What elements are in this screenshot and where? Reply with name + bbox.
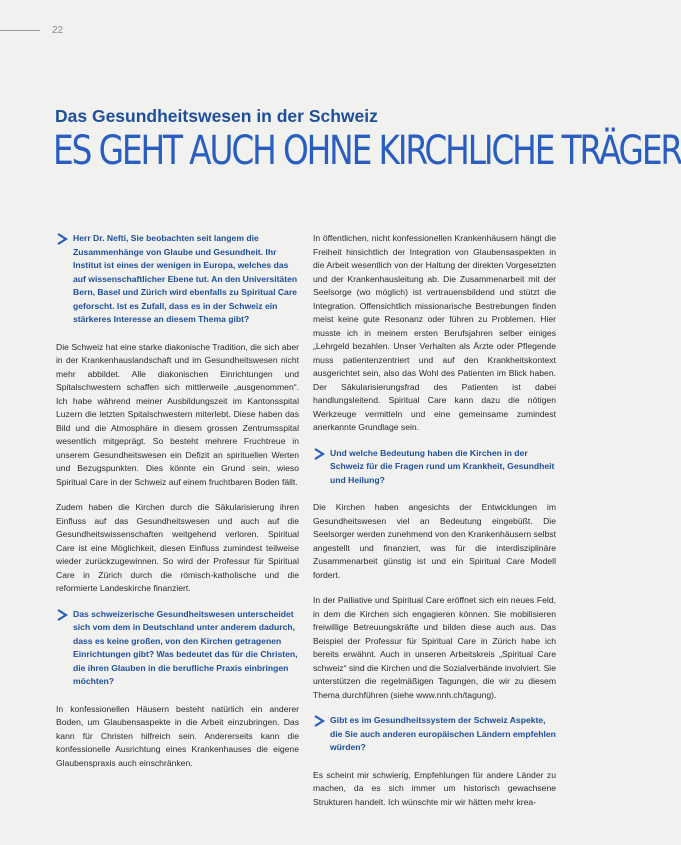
page-number: 22 [52,25,64,36]
paragraph: Die Kirchen haben angesichts der Entwicklungen im Gesundheitswesen viel an Bedeutung eingebüßt. Die Seelsorger werden zunehmend von den Krankenhäusern selbst angestellt und finanziert, was für die interdisziplinäre Zusammenarbeit günstig ist und ein Spiritual Care Modell fordert. [313,502,556,580]
question-text: Und welche Bedeutung haben die Kirchen in der Schweiz für die Fragen rund um Krankheit, Gesundheit und Heilung? [330,447,555,485]
paragraph: Es scheint mir schwierig, Empfehlungen für andere Länder zu machen, da es sich immer um historisch gewachsene Strukturen handelt. Ich wünschte mir wir hätten mehr krea- [313,769,556,807]
question [56,232,299,327]
question [313,447,556,488]
chevron-right-icon [313,715,325,727]
chevron-right-icon [56,233,68,245]
headline: ES GEHT AUCH OHNE KIRCHLICHE TRÄGER [53,128,681,174]
kicker: Das Gesundheitswesen in der Schweiz [55,106,378,126]
question [56,608,299,689]
paragraph: Die Schweiz hat eine starke diakonische Tradition, die sich aber in der Krankenhauslandschaft und im Gesundheitswesen nicht mehr abbildet. Alle diakonischen Einrichtungen und Spitalschwestern schaffen sich mittlerweile „ausgenommen“. Ich habe während meiner Ausbildungszeit im Kantonsspital Luzern die letzten Spitalschwestern miterlebt. Diese haben das Bild und die Atmosphäre in diesem grossen Zentrumsspital wesentlich mitgeprägt. So besteht mehrere Fruchtreue in unserem Gesundheitswesen ein Defizit an spirituellen Werten und Bezugspunkten. Dies könnte ein Grund sein, wieso Spiritual Care in der Schweiz auf einem fruchtbaren Boden fällt. [56,341,299,487]
question [313,714,556,755]
left-column [56,232,299,782]
paragraph: In öffentlichen, nicht konfessionellen Krankenhäusern hängt die Freiheit hinsichtlich der Integration von Glaubensaspekten in die Arbeit wesentlich von der Haltung der direkten Vorgesetzten und der Krankenhausleitung ab. Die Zusammenarbeit mit der Seelsorge (wo möglich) ist vertrauensbildend und stützt die Integration. Offensichtlich missionarische Bestrebungen finden meist keine gute Resonanz oder führen zu Problemen. Hier musste ich in meinem ersten Berufsjahren selber einiges „Lehrgeld bezahlen. Unser Verhalten als Ärzte oder Pflegende muss patientenzentriert und auf den Krankheitskontext ausgerichtet sein, also das Wohl des Patienten im Blick haben. Der Säkularisierungsfrad des Patienten ist dabei handlungsleitend. Spiritual Care kann dazu die nötigen Werkzeuge vermitteln und eine gemeinsame zumindest anerkannte Grundlage sein. [313,233,556,432]
chevron-right-icon [313,448,325,460]
paragraph: In der Palliative und Spiritual Care eröffnet sich ein neues Feld, in dem die Kirchen sich engagieren können. Sie mobilisieren freiwillige Betreuungskräfte und bilden diese auch aus. Das Beispiel der Professur für Spiritual Care in Zürich habe ich bereits erwähnt. Auch in unseren Arbeitskreis „Spiritual Care schweiz“ sind die Kirchen und die Sozialverbände involviert. Sie unterstützen die regelmäßigen Tagungen, die wir zu diesem Thema durchführen (siehe www.nnh.ch/tagung). [313,595,556,700]
question-text: Das schweizerische Gesundheitswesen unterscheidet sich vom dem in Deutschland unter anderem dadurch, dass es keine großen, von den Kirchen getragenen Einrichtungen gibt? Was bedeutet das für die Christen, die ihren Glauben in die berufliche Praxis einbringen möchten? [73,608,298,686]
chevron-right-icon [56,609,68,621]
question-text: Gibt es im Gesundheitssystem der Schweiz Aspekte, die Sie auch anderen europäischen Ländern empfehlen würden? [330,715,556,752]
question-text: Herr Dr. Nefti, Sie beobachten seit langem die Zusammenhänge von Glaube und Gesundheit. Ihr Institut ist eines der wenigen in Europa, welches das auf wissenschaftlicher Ebene tut. An den Universitäten Bern, Basel und Zürich wird ebenfalls zu Spiritual Care geforscht. Ist es Zufall, dass es in der Schweiz ein stärkeres Interesse an diesem Thema gibt? [73,233,298,324]
header-rule [0,30,40,31]
right-column [313,232,556,821]
paragraph: Zudem haben die Kirchen durch die Säkularisierung ihren Einfluss auf das Gesundheitswesen und auch auf die Gesundheitswissenschaften weitgehend verloren. Spiritual Care ist eine Möglichkeit, diesen Einfluss zumindest teilweise wieder zurückzugewinnen. So wird der Professur für Spiritual Care in Zürich durch die römisch-katholische und die reformierte Landeskirche finanziert. [56,502,299,593]
paragraph: In konfessionellen Häusern besteht natürlich ein anderer Boden, um Glaubensaspekte in die Arbeit einzubringen. Das kann für Christen hilfreich sein. Andererseits kann die konfessionelle Ausrichtung eines Krankenhauses die eigene Glaubenspraxis auch einschränken. [56,703,299,768]
